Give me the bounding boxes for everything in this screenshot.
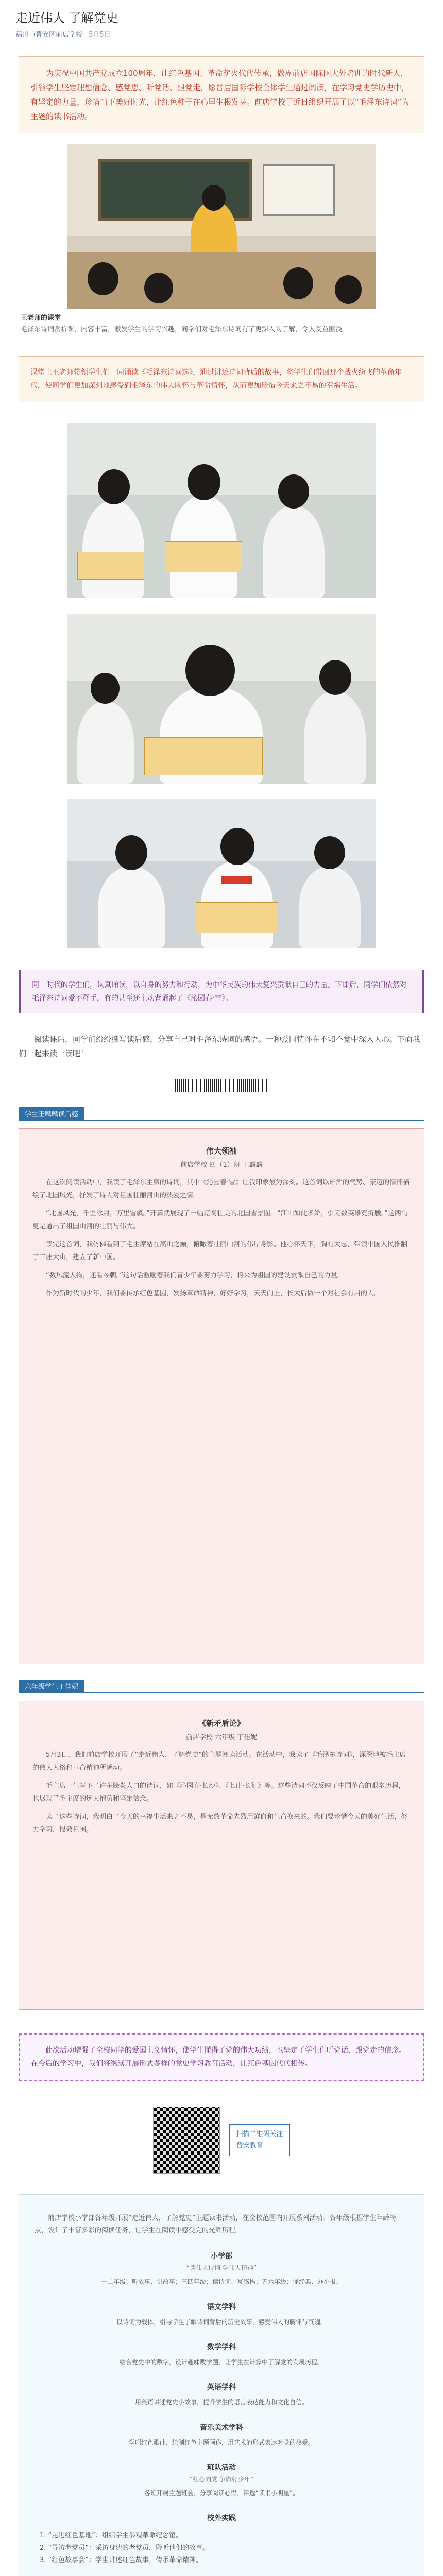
section-heading-2 (19, 1680, 424, 1693)
classroom-photo-4 (67, 799, 376, 948)
plan-section-title: 语文学科 (207, 2303, 236, 2311)
plan-section-subtitle: “读伟人诗词 学伟人精神” (186, 2264, 257, 2272)
photo1-caption-text: 毛泽东诗词赏析课，内容丰富，激发学生的学习兴趣，同学们对毛泽东诗词有了更深入的了解，令人受益匪浅。 (21, 326, 349, 333)
essay1-paragraph: 读完这首词，我仿佛看到了毛主席站在高山之巅，俯瞰着壮丽山河的伟岸身影。他心怀天下，胸有大志，带领中国人民推翻了三座大山，建立了新中国。 (32, 1241, 408, 1261)
essay1-paragraph: “数风流人物，还看今朝。”这句话激励着我们青少年要努力学习，将来为祖国的建设贡献自己的力量。 (46, 1272, 344, 1279)
photo1-caption-label: 王老师的课堂 (21, 314, 61, 322)
plan-section-text: 用英语讲述党史小故事，提升学生的语言表达能力和文化自信。 (134, 2399, 308, 2406)
article-meta (15, 29, 428, 39)
plan-section-subtitle: “红心向党 争做好少年” (189, 2476, 254, 2483)
classroom-photo-1 (67, 144, 376, 309)
plan-list-item: 3. “红色故事会”：学生讲述红色故事，传承革命精神。 (40, 2556, 203, 2564)
essay2-paragraph: 5月3日，我们前店学校开展了“走近伟人，了解党史”的主题阅读活动。在活动中，我读了《毛泽东诗词》，深深地被毛主席的伟大人格和革命精神所感动。 (32, 1751, 406, 1772)
qr-code-icon[interactable] (153, 2107, 220, 2174)
plan-section-title: 英语学科 (207, 2383, 236, 2392)
qr-text (229, 2124, 289, 2156)
plan-section-text: 一二年级：听故事、讲故事；三四年级：读诗词、写感悟；五六年级：诵经典、办小报。 (100, 2278, 342, 2285)
plan-intro: 前店学校小学部各年级开展“走近伟人，了解党史”主题读书活动，在全校范围内开展系列活动。各年级根据学生年龄特点，设计了丰富多彩的阅读任务，让学生在阅读中感受党的光辉历程。 (35, 2214, 397, 2234)
plan-section (35, 2341, 408, 2368)
plan-section (35, 2301, 408, 2328)
essay2-author: 前店学校 六年级 丁佳妮 (185, 1734, 258, 1741)
essay2-paragraph: 读了这些诗词，我明白了今天的幸福生活来之不易，是无数革命先烈用鲜血和生命换来的。我们要珍惜今天的美好生活，努力学习，报效祖国。 (32, 1813, 408, 1834)
qr-text-line2: 晋安教育 (236, 2142, 263, 2149)
plan-list-item: 2. “寻访老党员”：采访身边的老党员，聆听他们的故事。 (40, 2544, 210, 2552)
plan-section-title: 音乐美术学科 (200, 2424, 243, 2432)
qr-text-line1: 扫描二维码关注 (236, 2130, 283, 2138)
plan-section-title: 班队活动 (207, 2464, 236, 2472)
plan-section-title: 小学部 (211, 2252, 232, 2261)
article-source[interactable]: 福州市晋安区前店学校 (15, 31, 83, 39)
plan-section-text: 各班开展主题班会，分享阅读心得，评选“读书小明星”。 (144, 2489, 299, 2497)
essay1-title: 伟大领袖 (206, 1146, 237, 1156)
article-date: 5月5日 (89, 31, 111, 39)
essay1-paragraph: “北国风光，千里冰封，万里雪飘。”开篇就展现了一幅辽阔壮美的北国雪景图。“江山如此多娇，引无数英雄竞折腰。”这两句更是道出了祖国山河的壮丽与伟大。 (32, 1210, 408, 1230)
essay-box-1 (19, 1128, 424, 1664)
plan-section (35, 2381, 408, 2408)
article-title: 走近伟人 了解党史 (15, 11, 118, 25)
plan-section-text: 以诗词为载体，引导学生了解诗词背后的历史故事，感受伟人的胸怀与气魄。 (116, 2318, 327, 2326)
intro-box: 为庆祝中国共产党成立100周年，让红色基因、革命薪火代代传承，做界前店国际国大外培训的时代新人，引领学生坚定理想信念、感党恩、听党话、跟党走，愿晋店国际学校全体学生通过阅读，在学习党史学历史中，有坚定的力量，珍惜当下美好时光，让红色种子在心里生根发芽。前店学校于近日组织开展了以“毛泽东诗词”为主题的读书活动。 (19, 56, 424, 133)
plan-section (35, 2250, 408, 2287)
plan-section-text: 学唱红色歌曲，绘制红色主题画作，用艺术的形式表达对党的热爱。 (128, 2439, 314, 2446)
plan-section (35, 2421, 408, 2448)
section-heading-2-label: 六年级学生丁佳妮 (19, 1680, 84, 1692)
section-heading-1-label: 学生王麟麟读后感 (19, 1107, 84, 1120)
purple-note-box: 此次活动增强了全校同学的爱国主义情怀，使学生懂得了党的伟大功绩，也坚定了学生们听党话、跟党走的信念。在今后的学习中，我们将继续开展形式多样的党史学习教育活动，让红色基因代代相传。 (19, 2033, 424, 2081)
decorative-barcode-icon (175, 1079, 268, 1092)
plan-list (40, 2530, 408, 2567)
plan-section-text: 结合党史中的数字，设计趣味数学题，让学生在计算中了解党的发展历程。 (119, 2359, 323, 2366)
qr-row (0, 2107, 443, 2174)
essay1-paragraph: 作为新时代的少年，我们要传承红色基因，发扬革命精神，好好学习，天天向上，长大后做一个对社会有用的人。 (46, 1290, 381, 1297)
plan-section (35, 2512, 408, 2524)
quote-box-1: 同一时代的学生们，认真诵读，以自身的努力和行动，为中华民族的伟大复兴贡献自己的力量。下课后，同学们依然对毛泽东诗词爱不释手，有的甚至还主动背诵起了《沁园春·雪》。 (19, 970, 424, 1013)
plan-section (35, 2462, 408, 2499)
article-header (0, 0, 443, 44)
body-paragraph-1: 阅读课后，同学们纷纷撰写读后感，分享自己对毛泽东诗词的感悟。一种爱国情怀在不知不觉中深入人心。下面我们一起来读一读吧！ (19, 1035, 421, 1058)
activity-plan-box (19, 2194, 424, 2576)
essay1-author: 前店学校 四（1）班 王麟麟 (180, 1161, 263, 1169)
essay-box-2 (19, 1701, 424, 2010)
plan-list-item: 1. “走进红色基地”：组织学生参观革命纪念馆。 (40, 2532, 183, 2539)
photo1-caption (21, 313, 422, 335)
section-heading-1 (19, 1107, 424, 1121)
essay2-paragraph: 毛主席一生写下了许多脍炙人口的诗词，如《沁园春·长沙》、《七律·长征》等。这些诗词不仅反映了中国革命的艰辛历程，也展现了毛主席的远大抱负和坚定信念。 (32, 1782, 405, 1803)
essay2-title: 《新矛盾论》 (198, 1719, 245, 1728)
classroom-photo-2 (67, 423, 376, 598)
plan-list-title: 校外实践 (207, 2514, 236, 2522)
essay1-paragraph: 在这次阅读活动中，我读了毛泽东主席的诗词，其中《沁园春·雪》让我印象最为深刻。这首词以雄浑的气势、豪迈的情怀描绘了北国风光，抒发了诗人对祖国壮丽河山的热爱之情。 (32, 1179, 410, 1199)
teacher-intro-box: 课堂上王老师带领学生们一同诵读《毛泽东诗词选》，通过讲述诗词背后的故事，将学生们带回那个战火纷飞的革命年代，使同学们更加深刻地感受到毛泽东的伟大胸怀与革命情怀，从而更加珍惜今天来之不易的幸福生活。 (19, 356, 424, 402)
classroom-photo-3 (67, 614, 376, 784)
plan-section-title: 数学学科 (207, 2343, 236, 2351)
